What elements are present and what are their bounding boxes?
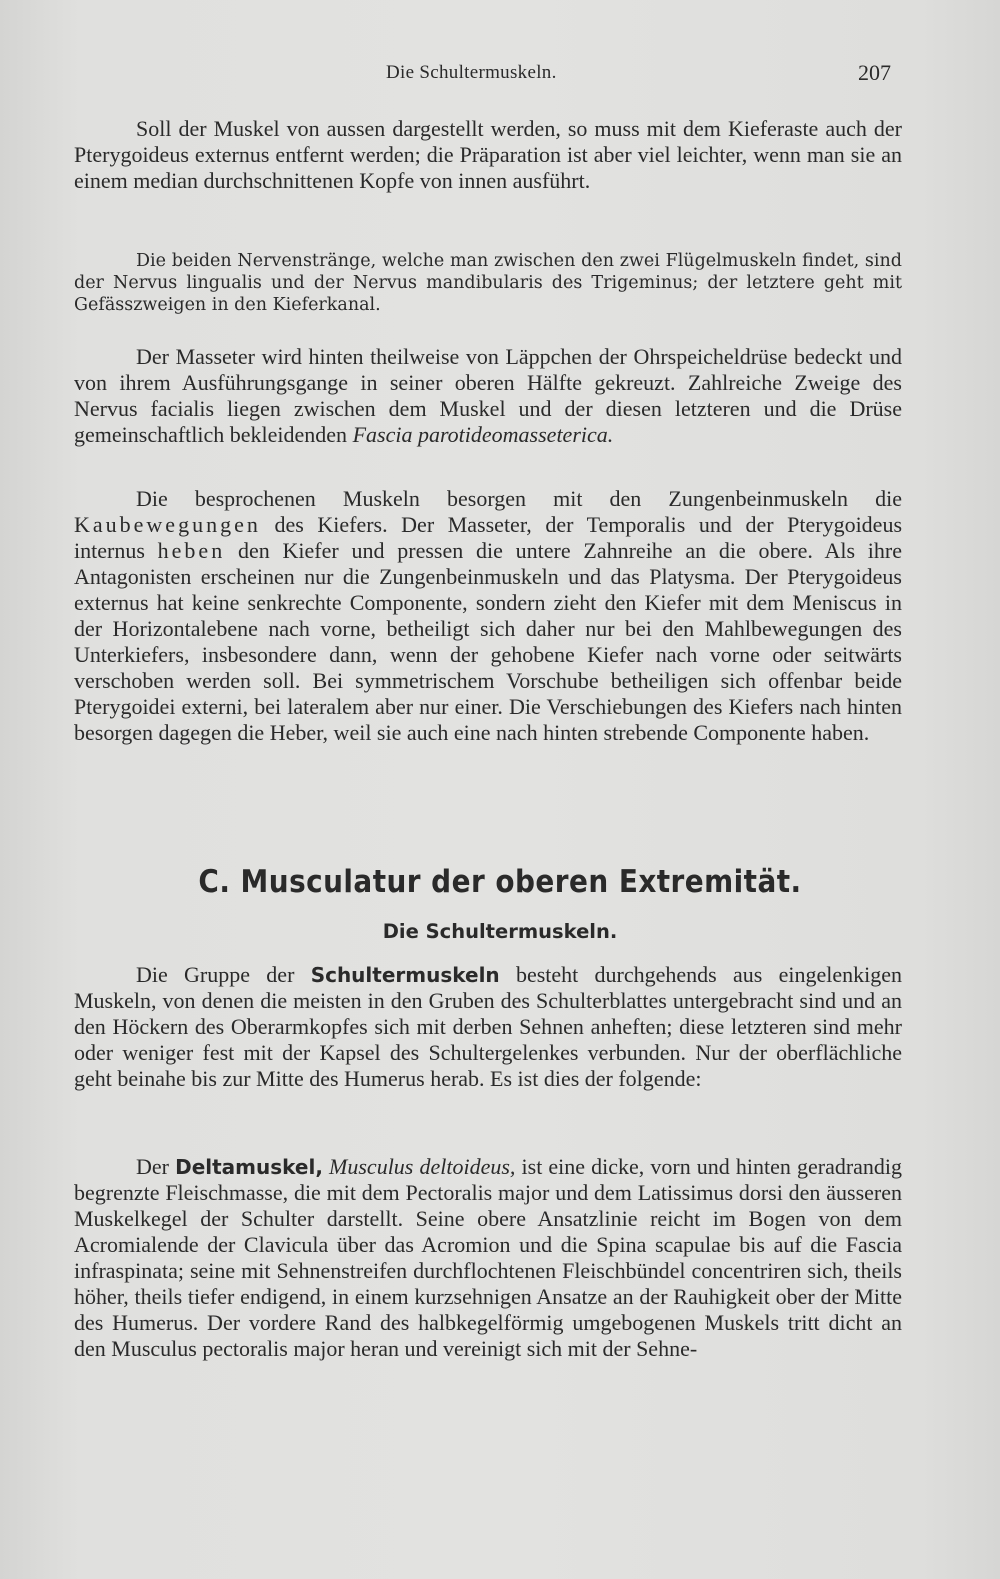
text-run: ist eine dicke, vorn und hinten geradrandig begrenzte Fleischmasse, die mit dem Pectoralis major und dem Latissimus dorsi den äusseren Muskelkegel der Schulter darstellt. Seine obere Ansatzlinie reicht im Bogen von dem Acromialende der Clavicula über das Acromion und die Spina scapulae bis auf die Fascia infraspinata; seine mit Sehnenstreifen durchflochtenen Fleischbündel concentriren sich, theils höher, theils tiefer endigend, in einem kurzsehnigen Ansatze an der Rauhigkeit ober der Mitte des Humerus. Der vordere Rand des halbkegelförmig umgebogenen Muskels tritt dicht an den Musculus pectoralis major heran und vereinigt sich mit der Sehne- (74, 1154, 903, 1361)
latin-term-deltoideus: Musculus deltoideus, (329, 1154, 516, 1179)
bold-term-deltamuskel: Deltamuskel, (175, 1155, 323, 1179)
text-run: des Kiefers. Der Masseter, der Temporalis und der Pterygoideus internus (74, 512, 903, 563)
emphasis-kaubewegungen: Kaubewegungen (74, 512, 261, 537)
paragraph-chewing (74, 486, 902, 746)
nerve-note: Die beiden Nervenstränge, welche man zwischen den zwei Flügelmuskeln findet, sind der Nervus lingualis und der Nervus mandibularis des Trigeminus; der letztere geht mit Gefässzweigen in den Kieferkanal. (74, 251, 902, 315)
text-run: den Kiefer und pressen die untere Zahnreihe an die obere. Als ihre Antagonisten erscheinen nur die Zungenbeinmuskeln und das Platysma. Der Pterygoideus externus hat keine senkrechte Componente, sondern zieht den Kiefer mit dem Meniscus in der Horizontalebene nach vorne, betheiligt sich daher nur bei den Mahlbewegungen des Unterkiefers, insbesondere dann, wenn der gehobene Kiefer nach vorne oder seitwärts verschoben werden soll. Bei symmetrischem Vorschube betheiligen sich offenbar beide Pterygoidei externi, bei lateralem aber nur einer. Die Verschiebungen des Kiefers nach hinten besorgen dagegen die Heber, weil sie auch eine nach hinten strebende Componente haben. (74, 538, 903, 745)
running-head-title: Die Schultermuskeln. (386, 62, 557, 83)
section-heading: C. Musculatur der oberen Extremität. (198, 864, 802, 900)
fascia-term: Fascia parotideomasseterica. (352, 422, 614, 447)
bold-term-schultermuskeln: Schultermuskeln (310, 963, 500, 987)
paragraph-preparation (74, 116, 902, 194)
paragraph-text: Soll der Muskel von aussen dargestellt werden, so muss mit dem Kieferaste auch der Pterygoideus externus entfernt werden; die Präparation ist aber viel leichter, wenn man sie an einem median durchschnittenen Kopfe von innen ausführt. (74, 116, 902, 193)
paragraph-deltoid (74, 1154, 902, 1362)
paragraph-masseter (74, 344, 902, 448)
running-head (0, 62, 1000, 86)
text-run: besteht durchgehends aus eingelenkigen Muskeln, von denen die meisten in den Gruben des Schulterblattes untergebracht sind und an den Höckern des Oberarmkopfes sich mit derben Sehnen anheften; diese letzteren sind mehr oder weniger fest mit der Kapsel des Schultergelenkes verbunden. Nur der oberflächliche geht beinahe bis zur Mitte des Humerus herab. Es ist dies der folgende: (74, 962, 903, 1091)
emphasis-heben: heben (157, 538, 226, 563)
page-number: 207 (858, 60, 891, 85)
paragraph-text (74, 962, 902, 1092)
paragraph-text (74, 1154, 902, 1362)
paragraph-shoulder-group (74, 962, 902, 1092)
text-run: Die besprochenen Muskeln besorgen mit den Zungenbeinmuskeln die (136, 486, 902, 511)
paragraph-body: Der Masseter wird hinten theilweise von Läppchen der Ohrspeicheldrüse bedeckt und von ihrem Ausführungsgange in seiner oberen Hälfte gekreuzt. Zahlreiche Zweige des Nervus facialis liegen zwischen dem Muskel und der diesen letzteren und die Drüse gemeinschaftlich bekleidenden (74, 344, 902, 447)
text-run: Der (136, 1154, 169, 1179)
paragraph-text (74, 344, 902, 448)
sub-heading: Die Schultermuskeln. (382, 920, 618, 943)
text-run: Die Gruppe der (136, 962, 295, 987)
paragraph-text (74, 486, 902, 746)
